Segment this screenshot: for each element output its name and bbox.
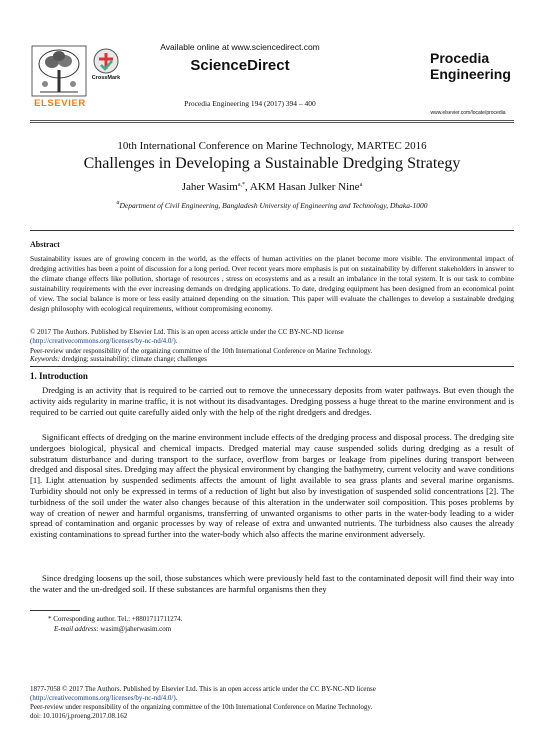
- journal-name-line2: Engineering: [430, 66, 511, 82]
- author-name: Jaher Wasim: [181, 181, 238, 193]
- email-note: [54, 625, 171, 633]
- abstract-top-rule: [30, 230, 514, 231]
- peer-review-note: Peer-review under responsibility of the organizing committee of the 10th International Conference on Marine Technology.: [30, 347, 373, 355]
- author-superscript: a,*: [237, 182, 245, 188]
- abstract-bottom-rule: [30, 366, 514, 367]
- crossmark-label: CrossMark: [91, 75, 121, 81]
- authors: [0, 181, 544, 193]
- email-label: E-mail address:: [54, 625, 99, 633]
- license-link[interactable]: (http://creativecommons.org/licenses/by-nc-nd/4.0/).: [30, 337, 178, 345]
- section-heading: 1. Introduction: [30, 371, 88, 381]
- keywords: [30, 355, 514, 364]
- footer-copyright: 1877-7058 © 2017 The Authors. Published by Elsevier Ltd. This is an open access article under the CC BY-NC-ND license: [30, 685, 376, 693]
- journal-url[interactable]: www.elsevier.com/locate/procedia: [430, 110, 506, 116]
- author-name: , AKM Hasan Julker Nine: [244, 181, 360, 193]
- journal-name-line1: Procedia: [430, 50, 490, 66]
- journal-reference: Procedia Engineering 194 (2017) 394 – 400: [184, 99, 316, 108]
- header-divider: [30, 120, 514, 121]
- journal-badge: [418, 44, 514, 118]
- body-paragraph: Significant effects of dredging on the marine environment include effects of the dredging process and disposal process. The dredging site undergoes biological, physical and chemical impacts. Dredged material may cause suspended solids during dredging as a result of substratum disturbance and during transport to the surface, overflow from barges or leakage from pipelines during transport between dredged and disposal sites. Dredging may affect the physical environment by changing the bathymetry, current velocity and wave conditions [1]. Light attenuation by suspended sediments affects the amount of light available to sea grass plants and several marine organisms. Turbidity should not only be expressed in terms of a reduction of light but also by investigation of suspended solid concentrations [2]. The turbidness of the soil under the water also changes because of this alteration in the underwater soil composition. This poses problems by way of creation of newer and harmful organisms, transferring of unwanted organisms to other parts in the water-body leading to a wider spread of contamination and organic processes by way of release of extra and unwanted nutrients. The turbidness also causes the already existing contaminations to spread further into the water-body which also affects the marine environment adversely.: [30, 432, 514, 540]
- affiliation: [0, 201, 544, 210]
- crossmark-icon[interactable]: [93, 48, 119, 74]
- corresponding-author-note: [48, 615, 182, 623]
- affiliation-text: Department of Civil Engineering, Bangladesh University of Engineering and Technology, Dhaka-1000: [119, 201, 428, 210]
- abstract-heading: Abstract: [30, 240, 60, 249]
- abstract-body: Sustainability issues are of growing concern in the world, as the effects of human activities on the planet become more visible. The environmental impact of dredging activities has been a point of discussion for a long period. Over recent years more emphasis is put on sustainability by different stakeholders in answer to the climate change effects like pollution, shortage of resources , stress on ecosystems and as a result an imbalance in the total system. It is our task to combine sustainability requirements with the ever increasing demands on dredging applications. To date, dredging equipment has been designed from an economical point of view. The social balance is more or less easily attained depending on the situation. This paper will evaluate the challenges to develop a sustainable dredging design philosophy with ecological requirements, without compromising economy.: [30, 254, 514, 313]
- corresponding-author-text: Corresponding author. Tel.: +8801711711274.: [51, 615, 183, 623]
- email-address[interactable]: wasim@jaherwasim.com: [98, 625, 172, 633]
- body-paragraph: Since dredging loosens up the soil, those substances which were previously held fast to the contaminated deposit will find their way into the water and the un-dredged soil. If these substances are harmful organisms then they: [30, 573, 514, 594]
- body-paragraph: Dredging is an activity that is required to be carried out to remove the unnecessary deposits from water pathways. But even though the activity aids regularity in marine traffic, it is not without its disadvantages. Dredging possess a huge threat to the marine environment and is required to be carried out quite carefully aided only with the help of the right dredgers and dredges.: [30, 385, 514, 417]
- footnote-rule: [30, 610, 80, 611]
- affiliation-superscript: a: [116, 200, 120, 206]
- keywords-list: dredging; sustainability; climate change; challenges: [60, 355, 207, 363]
- publisher-name: ELSEVIER: [34, 98, 86, 109]
- journal-name: [430, 50, 514, 82]
- footer-peer-review: Peer-review under responsibility of the organizing committee of the 10th International Conference on Marine Technology.: [30, 703, 373, 711]
- paper-title: Challenges in Developing a Sustainable Dredging Strategy: [83, 155, 461, 172]
- elsevier-tree-logo: [30, 44, 88, 106]
- conference-name: 10th International Conference on Marine Technology, MARTEC 2016: [117, 140, 427, 152]
- footer-license-link[interactable]: (http://creativecommons.org/licenses/by-nc-nd/4.0/).: [30, 694, 178, 702]
- footer-doi[interactable]: doi: 10.1016/j.proeng.2017.08.162: [30, 712, 128, 720]
- copyright-line: © 2017 The Authors. Published by Elsevier Ltd. This is an open access article under the CC BY-NC-ND license: [30, 328, 344, 336]
- journal-header: [0, 0, 544, 122]
- keywords-label: Keywords:: [30, 355, 61, 363]
- footnote-marker: *: [48, 615, 52, 623]
- header-divider: [30, 122, 514, 123]
- author-superscript: a: [359, 182, 363, 188]
- page-footer: [30, 685, 514, 721]
- available-online-text[interactable]: Available online at www.sciencedirect.com: [160, 42, 320, 52]
- sciencedirect-brand: ScienceDirect: [190, 57, 290, 74]
